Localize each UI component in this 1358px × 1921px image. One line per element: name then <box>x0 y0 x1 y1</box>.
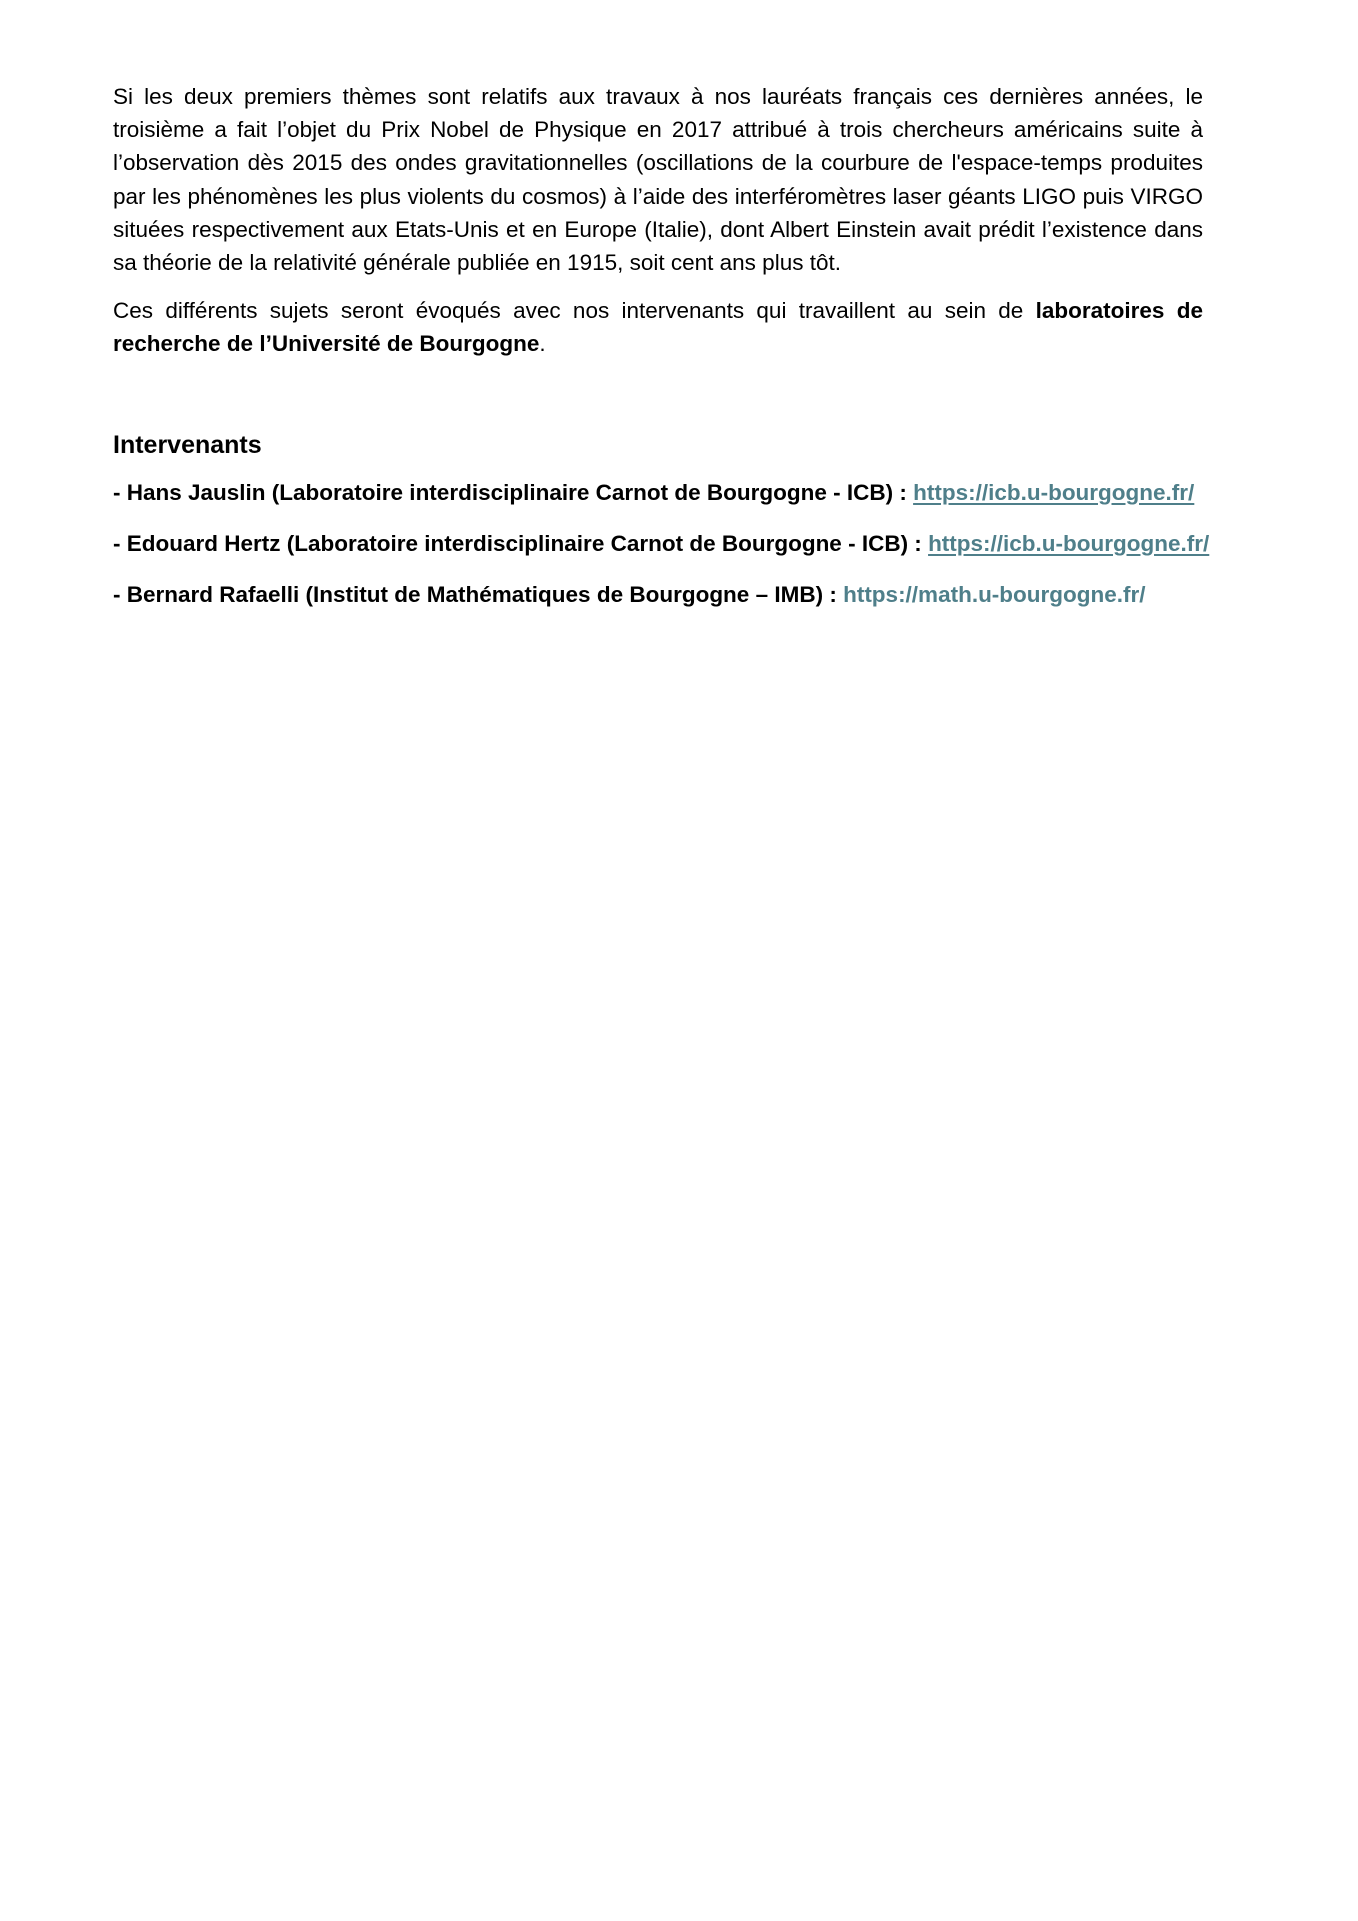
speaker-link[interactable]: https://icb.u-bourgogne.fr/ <box>913 479 1195 505</box>
document-content <box>113 80 1273 629</box>
laboratories-paragraph-bold: laboratoires de recherche de l’Université de Bourgogne <box>113 298 1203 357</box>
speaker-text: - Hans Jauslin (Laboratoire interdisciplinaire Carnot de Bourgogne - ICB) : <box>113 479 914 505</box>
intro-paragraph: Si les deux premiers thèmes sont relatifs aux travaux à nos lauréats français ces dernières années, le troisième a fait l’objet du Prix Nobel de Physique en 2017 attribué à trois chercheurs américains suite à l’observation dès 2015 des ondes gravitationnelles (oscillations de la courbure de l'espace-temps produites par les phénomènes les plus violents du cosmos) à l’aide des interféromètres laser géants LIGO puis VIRGO situées respectivement aux Etats-Unis et en Europe (Italie), dont Albert Einstein avait prédit l’existence dans sa théorie de la relativité générale publiée en 1915, soit cent ans plus tôt. <box>113 84 1203 276</box>
speaker-text: - Edouard Hertz (Laboratoire interdisciplinaire Carnot de Bourgogne - ICB) : <box>113 530 929 556</box>
speaker-line-edouard-hertz <box>113 527 1273 560</box>
speakers-heading: Intervenants <box>113 430 262 459</box>
speaker-line-bernard-rafaelli <box>113 578 1273 611</box>
speaker-line-hans-jauslin <box>113 476 1273 509</box>
speaker-link[interactable]: https://icb.u-bourgogne.fr/ <box>928 530 1210 556</box>
laboratories-paragraph <box>113 294 1203 360</box>
speaker-text: - Bernard Rafaelli (Institut de Mathématiques de Bourgogne – IMB) : <box>113 581 844 607</box>
laboratories-paragraph-lead: Ces différents sujets seront évoqués avec nos intervenants qui travaillent au sein de <box>113 298 1036 324</box>
laboratories-paragraph-trail: . <box>539 331 546 357</box>
speaker-link[interactable]: https://math.u-bourgogne.fr/ <box>843 581 1146 607</box>
